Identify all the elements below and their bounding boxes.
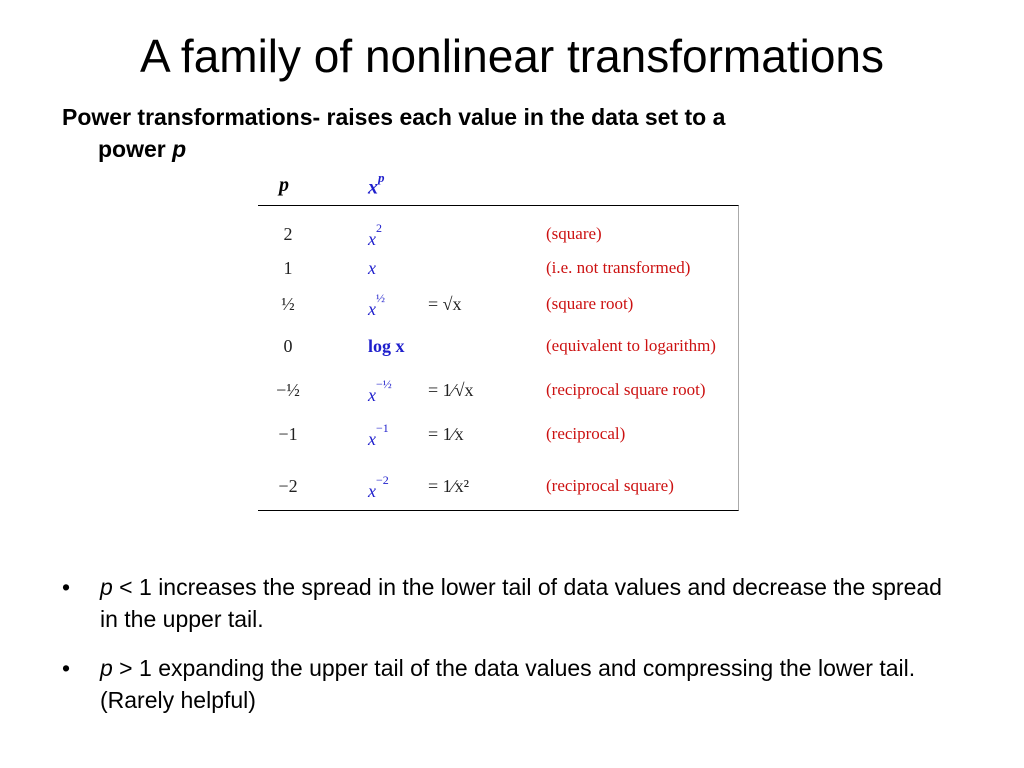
row-expr-exp: 2 — [376, 221, 382, 235]
row-expr-base: x — [368, 258, 376, 278]
row-expr-exp: ½ — [376, 291, 385, 305]
row-expr-base: x — [368, 299, 376, 319]
row-expr-base: x — [368, 481, 376, 501]
table-header-xp — [368, 170, 385, 200]
row-equivalent: = 1⁄x — [428, 424, 464, 444]
row-desc: (reciprocal) — [546, 424, 626, 443]
slide-subtitle — [62, 101, 922, 165]
bullet-item — [62, 652, 962, 716]
bullet-body: < 1 increases the spread in the lower tail of data values and decrease the spread in the upper tail. — [100, 574, 942, 632]
bullet-dot: • — [62, 655, 71, 681]
row-expr-base: x — [368, 229, 376, 249]
row-expr — [368, 473, 389, 501]
bullet-text — [100, 571, 962, 635]
subtitle-power-variable: p — [172, 136, 187, 162]
subtitle-power-text: power — [98, 136, 173, 162]
row-desc: (square root) — [546, 294, 634, 313]
row-p: 2 — [283, 224, 293, 244]
row-expr-base: log x — [368, 336, 405, 356]
slide-title: A family of nonlinear transformations — [139, 30, 885, 82]
row-p: −2 — [278, 476, 298, 496]
row-expr — [368, 421, 389, 449]
bullet-variable: p — [100, 574, 113, 600]
row-expr — [368, 336, 405, 356]
power-transform-table — [258, 205, 739, 511]
bullet-item — [62, 571, 962, 635]
row-expr — [368, 377, 392, 405]
row-expr-exp: −2 — [376, 473, 389, 487]
table-header-x-exponent: p — [378, 170, 385, 185]
row-p: ½ — [281, 294, 295, 314]
row-p: 0 — [283, 336, 293, 356]
table-header-x: x — [368, 176, 378, 199]
table-header-p: p — [279, 174, 289, 196]
row-expr — [368, 291, 385, 319]
row-expr-base: x — [368, 385, 376, 405]
row-desc: (equivalent to logarithm) — [546, 336, 716, 355]
row-expr-base: x — [368, 429, 376, 449]
row-desc: (reciprocal square) — [546, 476, 674, 495]
bullet-body: > 1 expanding the upper tail of the data values and compressing the lower tail. (Rarely helpful) — [100, 655, 916, 713]
bullet-dot: • — [62, 574, 71, 600]
row-p: 1 — [283, 258, 293, 278]
row-expr-exp: −1 — [376, 421, 389, 435]
row-equivalent: = √x — [428, 294, 462, 314]
row-equivalent: = 1⁄x² — [428, 476, 470, 496]
row-expr — [368, 258, 376, 278]
row-p: −1 — [278, 424, 298, 444]
row-desc: (reciprocal square root) — [546, 380, 706, 399]
row-equivalent: = 1⁄√x — [428, 380, 474, 400]
bullet-list — [62, 571, 962, 733]
row-p: −½ — [276, 380, 300, 400]
subtitle-line-2 — [62, 133, 922, 165]
row-desc: (square) — [546, 224, 602, 243]
bullet-text — [100, 652, 962, 716]
bullet-variable: p — [100, 655, 113, 681]
row-expr-exp: −½ — [376, 377, 392, 391]
row-expr — [368, 221, 382, 249]
subtitle-line-1: Power transformations- raises each value in the data set to a — [62, 104, 726, 130]
row-desc: (i.e. not transformed) — [546, 258, 691, 277]
